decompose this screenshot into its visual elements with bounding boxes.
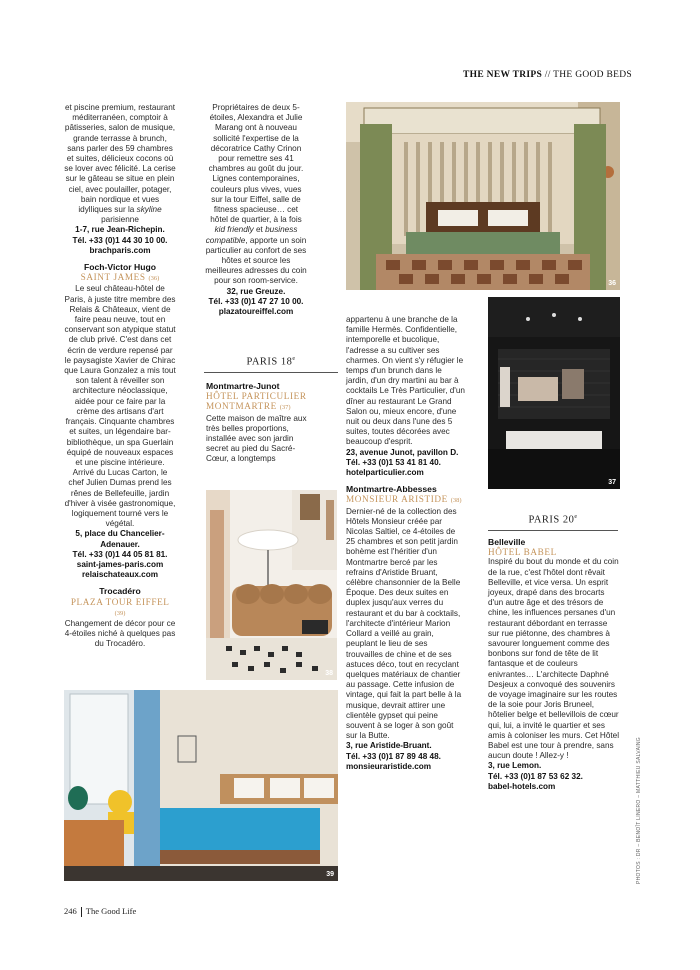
blue-bedroom-illustration (64, 690, 338, 881)
babel-title: HÔTEL BABEL (488, 547, 557, 558)
section-title: THE NEW TRIPS (463, 70, 543, 80)
aristide-website[interactable]: monsieuraristide.com (346, 761, 432, 771)
photo-particulier-bathroom (488, 297, 620, 489)
particulier-phone: Tél. +33 (0)1 53 41 81 40. (346, 457, 441, 467)
aristide-area: Montmartre-Abbesses (346, 484, 437, 495)
plaza-area: Trocadéro (99, 586, 141, 597)
babel-area: Belleville (488, 537, 526, 547)
photo-credit: PHOTOS : DR – BENOÎT LINERO – MATTHIEU SALVAING (636, 737, 642, 884)
saint-james-text: Le seul château-hôtel de Paris, à juste titre membre des Relais & Châteaux, vient de faire peau neuve, tout en conservant son atypique statut de club privé. C'est dans cet écrin de verdure repensé par le paysagiste Xavier de Chirac que Laura Gonzalez a mis tout son talent à réveiller son architecture néoclassique, aidée pour ce faire par la crème des artisans d'art français. Cinquante chambres et suites, un légendaire bar-bibliothèque, un spa Guerlain équipé de nouveaux espaces et une piscine intérieure. Arrivé du Lucas Carton, le chef Julien Dumas prend les rênes de Bellefeuille, jardin d'hiver à visée gastronomique, logiquement tourné vers le végétal. (64, 284, 176, 529)
photo-plaza-bedroom (64, 690, 338, 881)
particulier-text: Cette maison de maître aux très belles proportions, installée avec son jardin secret au pied du Sacré-Cœur, a longtemps (206, 413, 307, 464)
plaza-text-continued: Propriétaires de deux 5-étoiles, Alexandra et Julie Marang ont à nouveau sollicité l'expertise de la décoratrice Cathy Crinon pour remettre ses 41 chambres au goût du jour. Lignes contemporaines, couleurs plus vives, vues sur la tour Eiffel, salle de fitness spacieuse… cet hôtel de quartier, à la fois kid friendly et business compatible, apporte un soin particulier au confort de ses hôtes et source les meilleures adresses du coin pour son room-service. (205, 103, 307, 286)
page-header (463, 70, 632, 80)
aristide-title: MONSIEUR ARISTIDE (38) (346, 494, 462, 505)
saint-james-title: SAINT JAMES (36) (80, 272, 160, 283)
aristide-phone: Tél. +33 (0)1 87 89 48 48. (346, 751, 441, 761)
particulier-website[interactable]: hotelparticulier.com (346, 468, 424, 478)
photo-number: 38 (325, 670, 333, 677)
babel-text: Inspiré du bout du monde et du coin de la rue, c'est l'hôtel dont rêvait Belleville, et vice versa. Un esprit joyeux, drapé dans des brocarts d'un autre âge et des trésors de chine, les influences persanes d'un restaurant débordant en terrasse sur rue piétonne, des chambres à savourer longuement comme des bonbons sur fond de tête de lit fantasque et de couleurs enivrantes… L'architecte Daphné Desjeux a convoqué des souvenirs de voyage imaginaire sur les routes de la soie pour Joris Bruneel, hôtelier belge et bellevillois de cœur qui, lui, a invité le quartier et ses amis à coloniser les murs. Cet Hôtel Babel est une tour à prendre, sans aucun doute ! Allez-y ! (488, 557, 620, 761)
city-heading-18: PARIS 18e (204, 356, 338, 373)
plaza-phone: Tél. +33 (0)1 47 27 10 00. (208, 296, 304, 306)
plaza-address: 32, rue Greuze. (226, 286, 286, 296)
brach-address: 1-7, rue Jean-Richepin. (75, 225, 165, 235)
brach-website[interactable]: brachparis.com (89, 245, 151, 255)
photo-aristide-salon (206, 490, 337, 680)
saint-james-area: Foch-Victor Hugo (84, 262, 156, 273)
particulier-title-1: HÔTEL PARTICULIER (206, 391, 307, 402)
aristide-text: Dernier-né de la collection des Hôtels Monsieur créée par Nicolas Saltiel, ce 4-étoiles de 25 chambres et son petit jardin bohème est l'héritier d'un Montmartre bercé par les refrains d'Aristide Bruant, célèbre chansonnier de la Belle Époque. Des deux suites en duplex jusqu'aux verres du restaurant et du bar à cocktails, l'architecte d'intérieur Marion Collard a veillé au grain, peuplant le lieu de ses trouvailles de chine et de ses astuces déco, tout en recyclant quelques matériaux de chantier au passage. Cette infusion de vintage, qui fait la part belle à la musique, devrait attirer une clientèle gypset qui peine souvent à se loger à son goût sur la Butte. (346, 506, 462, 741)
page-number: 246 (64, 906, 77, 916)
photo-number: 39 (326, 871, 334, 878)
babel-address: 3, rue Lemon. (488, 761, 542, 771)
column-3 (346, 315, 466, 772)
aristide-address: 3, rue Aristide-Bruant. (346, 741, 432, 751)
header-separator: // (542, 70, 554, 80)
babel-website[interactable]: babel-hotels.com (488, 781, 556, 791)
column-4 (488, 537, 620, 792)
bathroom-illustration (488, 297, 620, 489)
particulier-address: 23, avenue Junot, pavillon D. (346, 447, 459, 457)
particulier-title-2: MONTMARTRE (37) (206, 401, 291, 412)
section-subtitle: THE GOOD BEDS (553, 70, 632, 80)
relais-website[interactable]: relaischateaux.com (81, 570, 158, 580)
bedroom-illustration (346, 102, 620, 290)
photo-number: 37 (608, 479, 616, 486)
city-heading-20: PARIS 20e (488, 514, 618, 531)
particulier-area: Montmartre-Junot (206, 381, 280, 391)
brach-text: et piscine premium, restaurant méditerranéen, comptoir à pâtisseries, salon de musique, grande terrasse à brunch, sans parler des 59 chambres et suites, délicieux cocons où se lover avec félicité. La cerise sur le gâteau se situe en plein ciel, avec poulailler, potager, bain nordique et vues idylliques sur la skyline parisienne (64, 103, 176, 225)
saint-james-website[interactable]: saint-james-paris.com (76, 559, 164, 569)
saint-james-address: 5, place du Chancelier-Adenauer. (75, 529, 165, 549)
column-2 (204, 103, 308, 317)
magazine-name: The Good Life (85, 906, 137, 916)
brach-phone: Tél. +33 (0)1 44 30 10 00. (72, 235, 168, 245)
plaza-title: PLAZA TOUR EIFFEL (39) (70, 596, 170, 617)
column-2-lower (206, 381, 336, 465)
footer-divider (81, 907, 82, 917)
page-footer (64, 906, 136, 917)
photo-saint-james-bedroom (346, 102, 620, 290)
photo-number: 36 (608, 280, 616, 287)
plaza-text: Changement de décor pour ce 4-étoiles niché à quelques pas du Trocadéro. (64, 618, 176, 649)
column-1 (64, 103, 176, 650)
particulier-text-continued: appartenu à une branche de la famille Hermès. Confidentielle, intemporelle et bucolique, l'adresse a su cultiver ses charmes. On vient s'y réfugier le temps d'un brunch dans le jardin, d'un dry martini au bar à cocktails Le Très Particulier, d'un dîner au restaurant Le Grand Salon ou, mieux encore, d'une nuit ou deux dans l'une des 5 suites, toutes décorées avec beaucoup d'esprit. (346, 315, 465, 447)
saint-james-phone: Tél. +33 (0)1 44 05 81 81. (72, 549, 168, 559)
salon-illustration (206, 490, 337, 680)
babel-phone: Tél. +33 (0)1 87 53 62 32. (488, 771, 583, 781)
plaza-website[interactable]: plazatoureiffel.com (218, 307, 294, 317)
